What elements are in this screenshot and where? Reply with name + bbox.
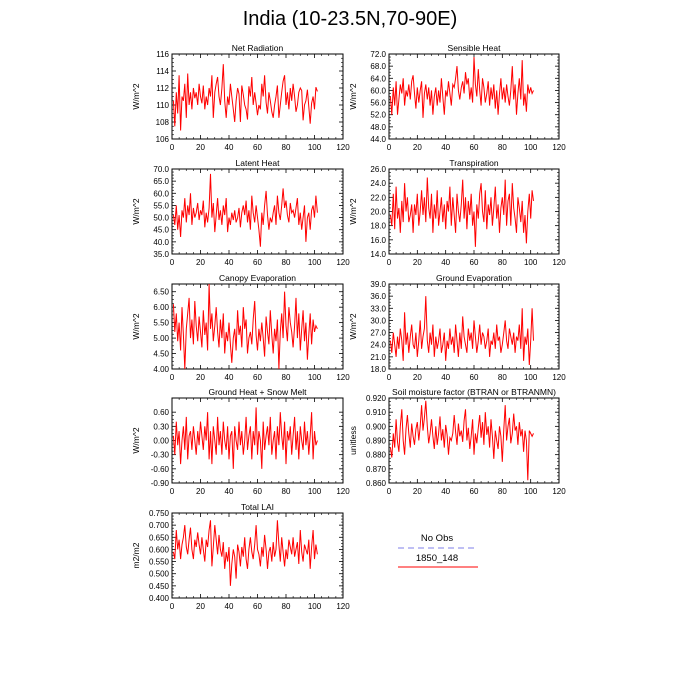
panel-2 — [348, 43, 566, 152]
x-tick-label: 100 — [307, 143, 322, 152]
panel-title: Transpiration — [449, 158, 499, 168]
y-tick-label: 108 — [155, 118, 169, 127]
y-axis-label: W/m^2 — [131, 313, 141, 340]
y-tick-label: 72.0 — [370, 50, 386, 59]
x-tick-label: 60 — [253, 373, 262, 382]
x-tick-label: 40 — [441, 258, 451, 267]
y-axis-label: W/m^2 — [131, 198, 141, 225]
x-tick-label: 40 — [224, 487, 234, 496]
y-tick-label: 20.0 — [370, 207, 386, 217]
panel-3 — [131, 158, 350, 267]
x-tick-label: 20 — [412, 258, 422, 267]
panel-9 — [131, 502, 350, 611]
x-tick-label: 20 — [196, 602, 205, 611]
x-tick-label: 40 — [224, 373, 234, 382]
y-tick-label: 14.0 — [370, 250, 386, 259]
y-tick-label: 0.700 — [148, 521, 169, 531]
x-tick-label: 80 — [281, 258, 291, 267]
y-tick-label: 116 — [156, 50, 169, 59]
y-tick-label: 0.550 — [148, 557, 169, 567]
y-tick-label: 26.0 — [370, 165, 386, 174]
panel-7 — [131, 387, 350, 496]
panel-title: Ground Evaporation — [435, 273, 513, 283]
x-tick-label: 120 — [336, 258, 350, 267]
x-tick-label: 60 — [469, 373, 479, 382]
x-tick-label: 60 — [253, 258, 262, 267]
x-tick-label: 120 — [336, 487, 350, 496]
y-tick-label: 5.00 — [153, 334, 169, 344]
y-axis-label: W/m^2 — [348, 313, 358, 340]
y-tick-label: 0.500 — [148, 569, 169, 579]
x-tick-label: 0 — [169, 602, 175, 611]
plot-frame — [172, 284, 343, 369]
y-tick-label: 0.890 — [365, 436, 386, 446]
series-line — [390, 401, 533, 480]
y-tick-label: 18.0 — [370, 365, 386, 374]
x-tick-label: 20 — [412, 487, 422, 496]
y-tick-label: 52.0 — [370, 110, 386, 120]
x-tick-label: 120 — [552, 258, 566, 267]
panel-title: Net Radiation — [231, 43, 284, 53]
series-line — [390, 296, 533, 365]
y-tick-label: -0.30 — [150, 450, 169, 460]
y-tick-label: 16.0 — [370, 235, 386, 245]
x-tick-label: 40 — [441, 373, 451, 382]
y-tick-label: 36.0 — [370, 292, 386, 302]
y-tick-label: 33.0 — [370, 304, 386, 314]
panel-4 — [348, 158, 566, 267]
x-tick-label: 0 — [386, 487, 392, 496]
x-tick-label: 120 — [336, 602, 350, 611]
x-tick-label: 20 — [196, 143, 205, 152]
x-tick-label: 60 — [253, 487, 262, 496]
y-tick-label: 5.50 — [153, 318, 169, 328]
y-tick-label: 45.0 — [153, 225, 169, 235]
x-tick-label: 20 — [412, 143, 422, 152]
y-tick-label: 60.0 — [370, 86, 386, 96]
y-tick-label: 48.0 — [370, 122, 386, 132]
panel-8 — [348, 387, 566, 496]
panel-5 — [131, 273, 350, 382]
x-tick-label: 0 — [386, 143, 392, 152]
panel-title: Soil moisture factor (BTRAN or BTRANMN) — [392, 387, 556, 397]
legend-obs-label: No Obs — [420, 533, 454, 544]
x-tick-label: 0 — [386, 373, 392, 382]
x-tick-label: 80 — [497, 258, 507, 267]
x-tick-label: 20 — [196, 373, 205, 382]
x-tick-label: 120 — [336, 373, 350, 382]
x-tick-label: 100 — [307, 602, 322, 611]
y-tick-label: -0.60 — [150, 464, 169, 474]
x-tick-label: 0 — [169, 143, 175, 152]
x-tick-label: 80 — [281, 602, 291, 611]
y-tick-label: 0.30 — [153, 422, 169, 432]
y-tick-label: 0.60 — [153, 408, 169, 418]
x-tick-label: 20 — [412, 373, 422, 382]
x-tick-label: 100 — [307, 373, 322, 382]
series-line — [390, 178, 533, 247]
y-tick-label: 0.450 — [148, 581, 169, 591]
series-line — [173, 174, 317, 247]
x-tick-label: 100 — [307, 487, 322, 496]
panel-title: Canopy Evaporation — [218, 273, 297, 283]
series-line — [173, 520, 317, 586]
y-tick-label: 24.0 — [370, 340, 386, 350]
plot-frame — [172, 54, 343, 139]
x-tick-label: 60 — [253, 602, 262, 611]
y-tick-label: 39.0 — [370, 280, 386, 289]
y-tick-label: 44.0 — [370, 135, 386, 144]
x-tick-label: 0 — [386, 258, 392, 267]
y-tick-label: 0.900 — [365, 422, 386, 432]
y-tick-label: 0.910 — [365, 408, 386, 418]
y-tick-label: 110 — [156, 101, 169, 110]
y-tick-label: 55.0 — [153, 201, 169, 211]
y-tick-label: 18.0 — [370, 221, 386, 231]
x-tick-label: 80 — [497, 143, 507, 152]
x-tick-label: 120 — [552, 487, 566, 496]
y-tick-label: 27.0 — [370, 328, 386, 338]
y-tick-label: 60.0 — [153, 189, 169, 199]
y-axis-label: unitless — [348, 426, 358, 455]
y-tick-label: 70.0 — [153, 165, 169, 174]
y-tick-label: 22.0 — [370, 193, 386, 203]
x-tick-label: 100 — [307, 258, 322, 267]
y-tick-label: 24.0 — [370, 179, 386, 189]
y-tick-label: 21.0 — [370, 352, 386, 362]
x-tick-label: 100 — [523, 258, 538, 267]
panel-title: Latent Heat — [235, 158, 280, 168]
figure-title: India (10-23.5N,70-90E) — [242, 8, 458, 30]
x-tick-label: 100 — [523, 143, 538, 152]
series-line — [173, 407, 317, 468]
y-tick-label: 112 — [156, 84, 169, 93]
y-tick-label: 30.0 — [370, 316, 386, 326]
y-tick-label: 106 — [155, 135, 169, 144]
y-tick-label: 0.920 — [365, 394, 386, 403]
x-tick-label: 100 — [523, 487, 538, 496]
x-tick-label: 20 — [196, 258, 205, 267]
panel-title: Ground Heat + Snow Melt — [208, 387, 307, 397]
panel-title: Total LAI — [240, 502, 275, 512]
y-tick-label: 56.0 — [370, 98, 386, 108]
y-tick-label: 6.50 — [153, 287, 169, 297]
panel-1 — [131, 43, 350, 152]
y-tick-label: 0.600 — [148, 545, 169, 555]
x-tick-label: 60 — [253, 143, 262, 152]
y-tick-label: 40.0 — [153, 237, 169, 247]
panel-6 — [348, 273, 566, 382]
x-tick-label: 60 — [469, 487, 479, 496]
y-tick-label: 64.0 — [370, 74, 386, 84]
y-tick-label: 0.870 — [365, 464, 386, 474]
x-tick-label: 0 — [169, 487, 175, 496]
y-tick-label: 35.0 — [153, 250, 169, 259]
x-tick-label: 20 — [196, 487, 205, 496]
y-tick-label: -0.90 — [150, 479, 169, 488]
series-line — [173, 284, 317, 369]
x-tick-label: 40 — [224, 258, 234, 267]
series-line — [173, 64, 317, 130]
x-tick-label: 120 — [552, 143, 566, 152]
x-tick-label: 40 — [224, 602, 234, 611]
legend — [398, 533, 478, 567]
y-tick-label: 0.650 — [148, 533, 169, 543]
x-tick-label: 120 — [336, 143, 350, 152]
x-tick-label: 100 — [523, 373, 538, 382]
x-tick-label: 60 — [469, 258, 479, 267]
legend-model-label: 1850_148 — [415, 553, 459, 564]
y-tick-label: 0.00 — [153, 436, 169, 446]
x-tick-label: 120 — [552, 373, 566, 382]
plot-frame — [172, 513, 343, 598]
x-tick-label: 80 — [497, 487, 507, 496]
x-tick-label: 40 — [224, 143, 234, 152]
series-line — [390, 57, 533, 118]
x-tick-label: 40 — [441, 487, 451, 496]
x-tick-label: 80 — [281, 487, 291, 496]
y-tick-label: 0.750 — [148, 509, 169, 518]
x-tick-label: 80 — [281, 143, 291, 152]
panel-title: Sensible Heat — [447, 43, 501, 53]
y-tick-label: 0.400 — [148, 594, 169, 603]
x-tick-label: 60 — [469, 143, 479, 152]
x-tick-label: 0 — [169, 258, 175, 267]
y-tick-label: 6.00 — [153, 303, 169, 313]
y-tick-label: 0.860 — [365, 479, 386, 488]
y-axis-label: m2/m2 — [131, 542, 141, 569]
x-tick-label: 80 — [281, 373, 291, 382]
y-axis-label: W/m^2 — [131, 83, 141, 110]
y-tick-label: 0.880 — [365, 450, 386, 460]
y-axis-label: W/m^2 — [348, 83, 358, 110]
y-tick-label: 65.0 — [153, 177, 169, 187]
x-tick-label: 0 — [169, 373, 175, 382]
y-tick-label: 4.00 — [153, 365, 169, 374]
y-tick-label: 50.0 — [153, 213, 169, 223]
y-tick-label: 114 — [156, 67, 169, 76]
y-axis-label: W/m^2 — [348, 198, 358, 225]
y-axis-label: W/m^2 — [131, 427, 141, 454]
x-tick-label: 80 — [497, 373, 507, 382]
y-tick-label: 68.0 — [370, 62, 386, 72]
x-tick-label: 40 — [441, 143, 451, 152]
y-tick-label: 4.50 — [153, 349, 169, 359]
